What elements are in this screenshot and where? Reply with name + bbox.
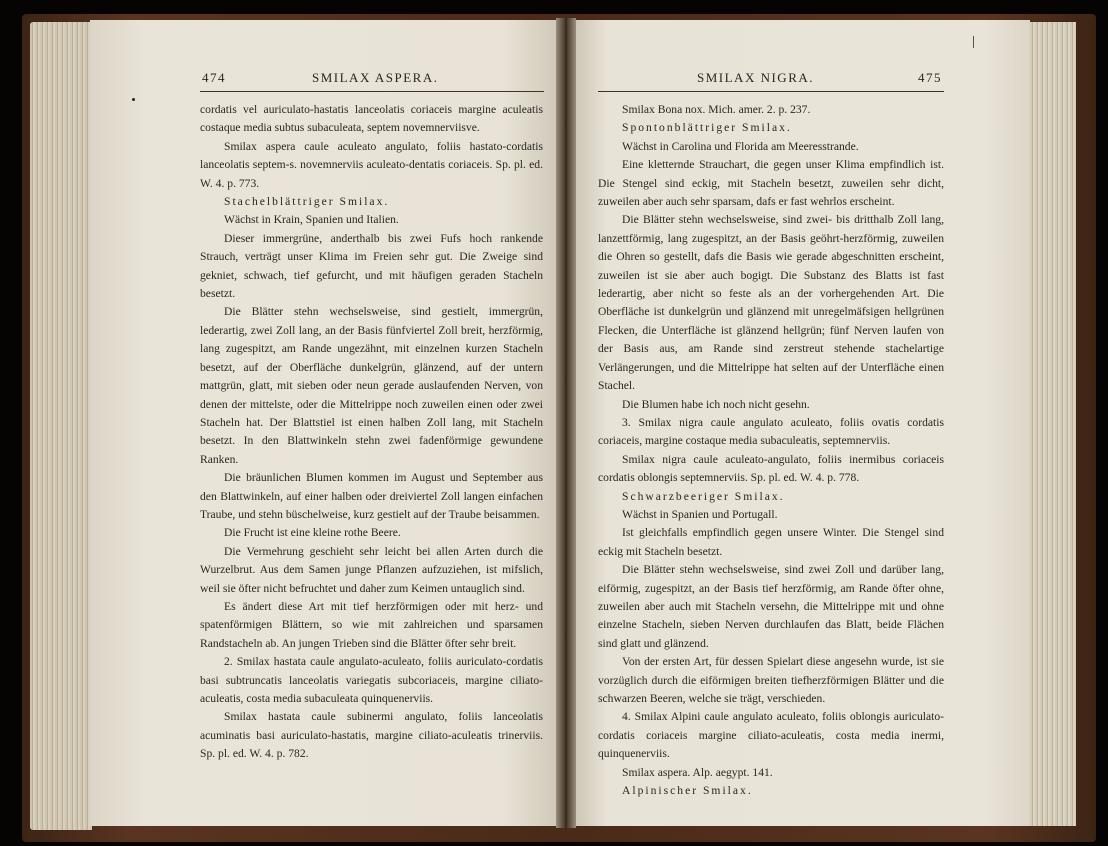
paragraph: Smilax aspera. Alp. aegypt. 141.: [622, 765, 773, 779]
common-name: Schwarzbeeriger Smilax.: [622, 489, 785, 503]
pencil-mark: [973, 36, 974, 48]
page-edges-right: [1030, 22, 1076, 826]
paragraph: Eine kletternde Strauchart, die gegen unser Klima empfindlich ist. Die Stengel sind eckig, mit Stacheln besetzt, zuweilen sehr dicht, zuweilen aber auch sehr sparsam, dafs er fast wehrlos erscheint.: [598, 158, 944, 209]
paragraph: Wächst in Carolina und Florida am Meeresstrande.: [622, 139, 859, 153]
paragraph: cordatis vel auriculato-hastatis lanceolatis coriaceis margine aculeatis costaque media subtus subaculeata, septem novemnerviisve.: [200, 103, 543, 135]
running-head-right: SMILAX NIGRA.: [697, 70, 814, 85]
paragraph: Wächst in Krain, Spanien und Italien.: [224, 213, 399, 227]
paragraph: Von der ersten Art, für dessen Spielart diese angesehn wurde, ist sie vorzüglich durch die eiförmigen breiten tiefherzförmigen Blätter und die schwarzen Beeren, welche sie trägt, verschieden.: [598, 655, 944, 705]
page-number-right: 475: [918, 70, 942, 85]
paragraph: Ist gleichfalls empfindlich gegen unsere Winter. Die Stengel sind eckig mit Stacheln besetzt.: [598, 526, 944, 558]
page-number-left: 474: [202, 70, 226, 85]
common-name: Spontonblättriger Smilax.: [622, 121, 792, 135]
running-head-left: SMILAX ASPERA.: [312, 70, 439, 85]
book-gutter: [556, 18, 576, 828]
right-page-body: [598, 101, 944, 800]
paragraph: Die Blätter stehn wechselsweise, sind zwei Zoll und darüber lang, eiförmig, zugespitzt, an der Basis tief herzförmig, am Rande öfter ohne, zuweilen aber auch mit Stacheln versehn, die Mittelrippe mit und ohne einzelne Stacheln, sieben Nerven durchlaufen das Blatt, beide Flächen sind glatt und glänzend.: [598, 563, 944, 650]
common-name: Stachelblättriger Smilax.: [224, 195, 390, 209]
paragraph: Die bräunlichen Blumen kommen im August und September aus den Blattwinkeln, auf einer halben oder dreiviertel Zoll langen einfachen Traube, und stehn büschelweise, kurz gestielt auf der Traube beisammen.: [200, 471, 543, 521]
ink-spot: [132, 98, 135, 101]
paragraph: Smilax nigra caule aculeato-angulato, foliis inermibus coriaceis cordatis oblongis septemnerviis. Sp. pl. ed. W. 4. p. 778.: [598, 452, 944, 485]
paragraph: Dieser immergrüne, anderthalb bis zwei Fufs hoch rankende Strauch, verträgt unser Klima im Freien sehr gut. Die Zweige sind gekniet, schwach, tief gefurcht, und mit häufigen geraden Stacheln besetzt.: [200, 231, 543, 301]
paragraph: Smilax aspera caule aculeato angulato, foliis hastato-cordatis lanceolatis septem-s. novemnerviis aculeato-dentatis coriaceis. Sp. pl. ed. W. 4. p. 773.: [200, 139, 543, 190]
paragraph: Die Blumen habe ich noch nicht gesehn.: [622, 397, 810, 411]
paragraph: Die Blätter stehn wechselsweise, sind zwei- bis dritthalb Zoll lang, lanzettförmig, lang zugespitzt, an der Basis geöhrt-herzförmig, zuweilen die Ohren so gestellt, dafs die Basis wie gerade abgeschnitten erscheint, zuweilen ist sie aber auch bogigt. Die Substanz des Blatts ist fast lederartig, aber nicht so feste als an der vorhergehenden Art. Die Oberfläche ist dunkelgrün und glänzend mit unregelmäfsigen hellgrünen Flecken, die Unterfläche ist glänzend hellgrün; fünf Nerven laufen von der Basis aus, am Rande sind zerstreut stehende stachelartige Verlängerungen, und die Mittelrippe hat selten auf der Unterfläche einen Stachel.: [598, 213, 944, 393]
paragraph: Die Frucht ist eine kleine rothe Beere.: [224, 526, 401, 540]
paragraph: Wächst in Spanien und Portugall.: [622, 507, 778, 521]
paragraph: Smilax hastata caule subinermi angulato, foliis lanceolatis acuminatis basi auriculato-hastatis, margine ciliato-aculeatis trinerviis. Sp. pl. ed. W. 4. p. 782.: [200, 710, 543, 761]
species-entry: 4. Smilax Alpini caule angulato aculeato, foliis oblongis auriculato-cordatis coriaceis margine ciliato-aculeatis, costa media inermi, quinquenerviis.: [598, 710, 944, 761]
species-entry: 3. Smilax nigra caule angulato aculeato, foliis ovatis cordatis coriaceis, margine costaque media subaculeatis, septemnerviis.: [598, 415, 944, 448]
paragraph: Smilax Bona nox. Mich. amer. 2. p. 237.: [622, 103, 811, 116]
header-rule-right: [598, 91, 944, 92]
left-page-body: [200, 101, 543, 764]
paragraph: Es ändert diese Art mit tief herzförmigen oder mit herz- und spatenförmigen Blättern, so wie mit zahlreichen und sparsamen Randstacheln ab. An jungen Trieben sind die Blätter öfter sehr breit.: [200, 599, 543, 650]
page-edges-left: [30, 22, 92, 830]
common-name: Alpinischer Smilax.: [622, 784, 753, 798]
header-rule-left: [200, 91, 544, 92]
paragraph: Die Vermehrung geschieht sehr leicht bei allen Arten durch die Wurzelbrut. Aus dem Samen junge Pflanzen aufzuziehen, ist mifslich, weil sie öfter nicht befruchtet und daher zum Keimen untauglich sind.: [200, 544, 543, 595]
paragraph: Die Blätter stehn wechselsweise, sind gestielt, immergrün, lederartig, zwei Zoll lang, an der Basis fünfviertel Zoll breit, herzförmig, lang zugespitzt, am Rande ungezähnt, mit einzelnen kurzen Stacheln besetzt, auf der Oberfläche dunkelgrün, glänzend, auf der untern mattgrün, glatt, mit sieben oder neun gerade auslaufenden Nerven, von denen der mittelste, oder die Mittelrippe noch zuweilen einen oder zwei Stacheln hat. Der Blattstiel ist einen halben Zoll lang, mit Stacheln besetzt. In den Blattwinkeln stehn zwei fadenförmige gewundene Ranken.: [200, 305, 543, 466]
species-entry: 2. Smilax hastata caule angulato-aculeato, foliis auriculato-cordatis basi subtruncatis lanceolatis variegatis subcoriaceis, margine ciliato-aculeatis, costa media subaculeata quinquenerviis.: [200, 655, 543, 705]
